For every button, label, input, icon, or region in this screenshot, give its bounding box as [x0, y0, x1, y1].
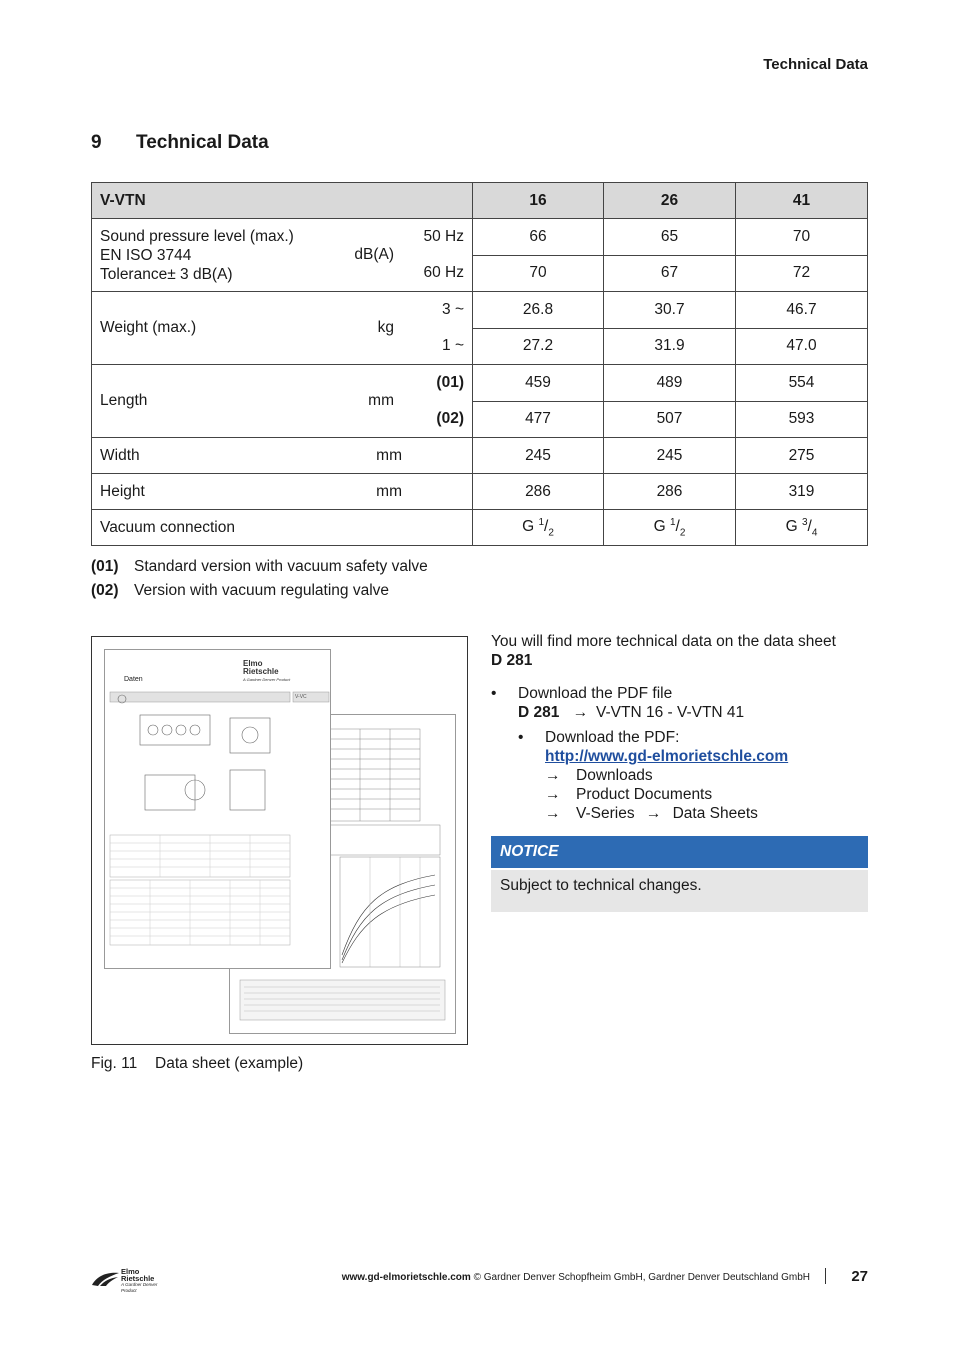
height-label-cell: [92, 474, 473, 510]
weight-label: Weight (max.): [100, 319, 197, 336]
table-cell: G $^1/_2$: [604, 510, 736, 546]
sound-label-line: EN ISO 3744: [100, 246, 192, 264]
nav-path-item: [545, 804, 788, 823]
sheet-title: Daten: [124, 676, 143, 683]
height-label: Height: [100, 482, 145, 500]
footer-url[interactable]: www.gd-elmorietschle.com: [341, 1272, 471, 1283]
figure-caption-key: Fig. 11: [91, 1055, 138, 1072]
table-row: [92, 292, 868, 329]
table-cell: G $^3/_4$: [736, 510, 868, 546]
arrow-right-icon: →: [572, 704, 589, 721]
table-row: [92, 438, 868, 474]
sheet-logo-line2: Rietschle: [243, 667, 279, 676]
footer-logo-sub: A Gardner Denver Product: [121, 1282, 158, 1293]
length-unit: mm: [368, 392, 394, 409]
table-cell: 286: [604, 474, 736, 510]
data-sheet-intro-text: You will find more technical data on the data sheet: [491, 633, 836, 650]
table-row: [92, 474, 868, 510]
download-pdf-code: D 281: [518, 704, 560, 721]
width-label: Width: [100, 446, 140, 464]
weight-label-cell: [92, 292, 473, 365]
table-cell: 70: [736, 219, 868, 256]
table-cell: 26.8: [473, 292, 604, 329]
table-cell: 286: [473, 474, 604, 510]
footer-copyright-text: © Gardner Denver Schopfheim GmbH, Gardner Denver Deutschland GmbH: [470, 1272, 810, 1283]
table-cell: 31.9: [604, 328, 736, 365]
figure-caption: [91, 1055, 303, 1073]
sheet-logo-sub: A Gardner Denver Product: [243, 677, 291, 682]
table-notes: [91, 558, 428, 606]
table-cell: 477: [473, 401, 604, 438]
fraction-den: 2: [679, 527, 686, 539]
section-number: 9: [91, 132, 102, 153]
table-header-size: 41: [736, 183, 868, 219]
sound-label-cell: [92, 219, 473, 292]
note-item: [91, 558, 428, 582]
note-text: Version with vacuum regulating valve: [134, 582, 390, 599]
note-item: [91, 582, 428, 606]
table-row: [92, 365, 868, 402]
length-version-01: (01): [436, 374, 464, 391]
fraction-num: 1: [538, 516, 545, 528]
footer-logo-line2: Rietschle: [121, 1274, 155, 1283]
arrow-right-icon: →: [545, 805, 561, 822]
fraction-den: 2: [548, 527, 554, 539]
bullet-icon: •: [491, 685, 497, 702]
table-cell: 67: [604, 255, 736, 292]
section-heading: [91, 132, 269, 154]
sound-freq-60: 60 Hz: [423, 264, 464, 281]
table-row: [92, 510, 868, 546]
sheet-logo: [213, 660, 290, 684]
table-cell: 72: [736, 255, 868, 292]
table-cell: 554: [736, 365, 868, 402]
fraction-num: 3: [801, 516, 808, 528]
figure-caption-text: Data sheet (example): [155, 1055, 304, 1072]
brand-swoosh-icon: [90, 1270, 120, 1288]
sound-unit: dB(A): [354, 246, 394, 263]
table-cell: 47.0: [736, 328, 868, 365]
table-cell: 593: [736, 401, 868, 438]
weight-unit: kg: [377, 319, 394, 336]
data-sheet-code: D 281: [491, 652, 533, 669]
sound-freq-50: 50 Hz: [423, 228, 464, 245]
table-cell: 66: [473, 219, 604, 256]
download-info: [491, 632, 868, 823]
nav-path-item: [545, 766, 788, 785]
footer-logo: [90, 1266, 170, 1293]
page-number: 27: [851, 1268, 868, 1285]
footer-copyright: [342, 1272, 810, 1283]
height-unit: mm: [376, 482, 402, 500]
fraction-den: 4: [811, 527, 818, 539]
note-text: Standard version with vacuum safety valve: [134, 558, 428, 575]
table-cell: G $^1/_2$: [473, 510, 604, 546]
table-cell: 65: [604, 219, 736, 256]
table-row: [92, 219, 868, 256]
download-pdf-models: V-VTN 16 - V-VTN 41: [596, 704, 745, 721]
arrow-right-icon: →: [545, 767, 561, 784]
data-sheet-intro: [491, 632, 868, 670]
download-pdf-label: Download the PDF file: [518, 685, 673, 702]
weight-phase-3: 3 ~: [442, 301, 464, 318]
sheet-logo-line1: Elmo: [243, 659, 263, 668]
table-cell: 459: [473, 365, 604, 402]
data-sheet-figure: [91, 636, 468, 1045]
download-pdf-range: [518, 703, 788, 722]
length-version-02: (02): [436, 410, 464, 427]
sound-label-line: Sound pressure level (max.): [100, 227, 294, 245]
note-key: (01): [91, 558, 119, 575]
weight-phase-1: 1 ~: [442, 337, 464, 354]
table-cell: 489: [604, 365, 736, 402]
table-cell: 46.7: [736, 292, 868, 329]
note-key: (02): [91, 582, 119, 599]
table-header-size: 26: [604, 183, 736, 219]
vacuum-label: Vacuum connection: [92, 510, 473, 546]
table-cell: 245: [604, 438, 736, 474]
nav-path-item: [545, 785, 788, 804]
running-header: Technical Data: [763, 56, 868, 73]
nav-path-label: Data Sheets: [672, 805, 758, 822]
fraction-num: 1: [669, 516, 676, 528]
sound-label-line: Tolerance± 3 dB(A): [100, 265, 233, 283]
list-item: [518, 728, 788, 823]
table-cell: 507: [604, 401, 736, 438]
notice-text: Subject to technical changes.: [491, 870, 868, 912]
data-sheet-page-front: [104, 649, 331, 969]
table-cell: 30.7: [604, 292, 736, 329]
website-link[interactable]: http://www.gd-elmorietschle.com: [545, 748, 789, 765]
table-cell: 319: [736, 474, 868, 510]
table-cell: 27.2: [473, 328, 604, 365]
nav-path-label: Downloads: [576, 767, 653, 784]
technical-data-table: [91, 182, 868, 546]
download-url-label: Download the PDF:: [545, 729, 680, 746]
notice-title: NOTICE: [491, 836, 868, 868]
table-cell: 70: [473, 255, 604, 292]
table-header-row: [92, 183, 868, 219]
sheet-code: V-VC: [295, 694, 307, 700]
footer-logo-line1: Elmo: [121, 1267, 140, 1276]
table-cell: 275: [736, 438, 868, 474]
fraction-base: G: [522, 518, 539, 536]
table-header-size: 16: [473, 183, 604, 219]
length-label-cell: [92, 365, 473, 438]
table-cell: 245: [473, 438, 604, 474]
table-header-model: V-VTN: [92, 183, 473, 219]
fraction-base: G: [785, 518, 802, 536]
length-label: Length: [100, 392, 148, 409]
footer-divider: [825, 1268, 826, 1284]
list-item: [491, 684, 868, 823]
width-label-cell: [92, 438, 473, 474]
arrow-right-icon: →: [545, 786, 561, 803]
width-unit: mm: [376, 446, 402, 464]
nav-path-label: Product Documents: [576, 786, 713, 803]
bullet-icon: •: [518, 729, 524, 746]
section-title: Technical Data: [136, 132, 269, 153]
fraction-base: G: [653, 518, 670, 536]
nav-path-label: V-Series: [576, 805, 635, 822]
arrow-right-icon: →: [645, 805, 662, 822]
